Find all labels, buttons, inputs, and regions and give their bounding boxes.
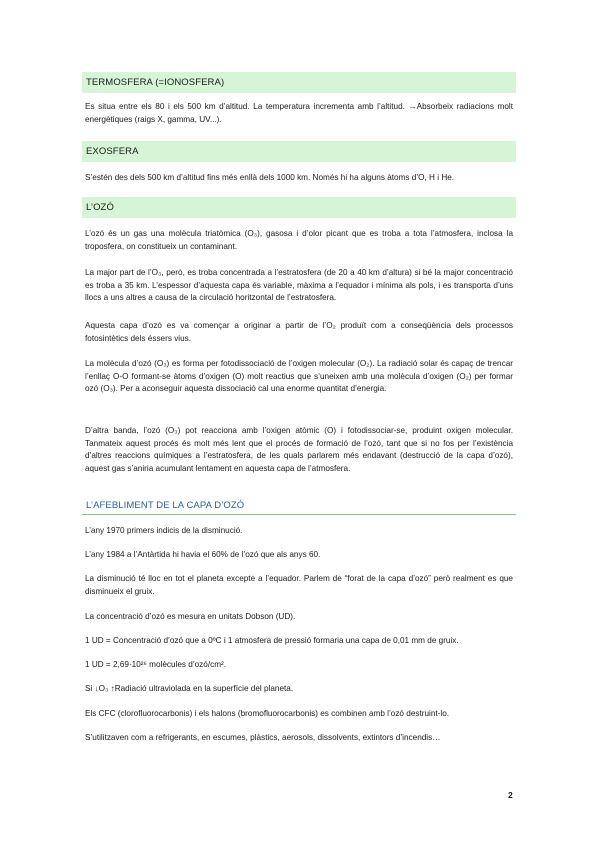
paragraph-ozo-5: D’altra banda, l’ozó (O₃) pot reacciona amb l’oxigen atòmic (O) i fotodissociar-se, produint oxigen molecular. Tanmateix aquest procés és molt més lent que el procés de formació de l’ozó, tant que si no fos per l’existència d’altres reaccions químiques a l’estratosfera, de les quals parlarem més endavant (destrucció de la capa d’ozó), aquest gas s’aniria acumulant lentament en aquesta capa de l’atmosfera. — [85, 426, 513, 473]
page-number: 2 — [508, 790, 513, 800]
section-heading-exosfera: EXOSFERA — [82, 141, 516, 162]
paragraph-ozo-1: L’ozó és un gas una molècula triatòmica (O₃), gasosa i d’olor picant que es troba a tota l’atmosfera, inclosa la troposfera, on constitueix un contaminant. — [85, 229, 513, 251]
paragraph-ozo-4: La molècula d’ozó (O₃) es forma per fotodissociació de l’oxigen molecular (O₂). La radiació solar és capaç de trencar l’enllaç O-O formant-se àtoms d’oxigen (O) molt reactius que s’uneixen amb una molècula d’oxigen (O₂) per formar ozó (O₃). Per a aconseguir aquesta dissociació cal una enorme quantitat d’energia. — [85, 359, 513, 394]
list-item: Si ↓O₃ ↑Radiació ultraviolada en la superfície del planeta. — [85, 684, 294, 693]
list-item: L’any 1984 a l’Antàrtida hi havia el 60% de l’ozó que als anys 60. — [85, 550, 321, 559]
section-heading-afebliment: L’AFEBLIMENT DE LA CAPA D’OZÓ — [82, 495, 516, 515]
paragraph-exosfera: S’estén des dels 500 km d’altitud fins més enllà dels 1000 km. Només hi ha alguns àtoms d’O, H i He. — [85, 173, 455, 182]
list-item: 1 UD = Concentració d’ozó que a 0ºC i 1 atmosfera de pressió formaria una capa de 0,01 mm de gruix. — [85, 636, 459, 645]
list-item: Els CFC (clorofluorocarbonis) i els halons (bromofluorocarbonis) es combinen amb l’ozó destruint-lo. — [85, 709, 450, 718]
list-item: 1 UD = 2,69·10²⁶ molècules d’ozó/cm². — [85, 660, 227, 669]
paragraph-ozo-3: Aquesta capa d’ozó es va començar a originar a partir de l’O₂ produït com a conseqüència dels processos fotosintètics dels éssers vius. — [85, 321, 513, 343]
paragraph-ozo-2: La major part de l’O₃, però, es troba concentrada a l’estratosfera (de 20 a 40 km d’altura) si bé la major concentració es troba a 35 km. L’espessor d’aquesta capa és variable, màxima a l’equador i mínima als pols, i es transporta d’uns llocs a uns altres a causa de la circulació horitzontal de l’estratosfera. — [85, 268, 513, 303]
section-heading-termosfera: TERMOSFERA (=IONOSFERA) — [82, 72, 516, 93]
list-item: La disminució té lloc en tot el planeta excepte a l’equador. Parlem de “forat de la capa d’ozó” però realment es que disminueix el gruix. — [85, 574, 513, 596]
section-heading-ozo: L’OZÓ — [82, 197, 516, 218]
list-item: S’utilitzaven com a refrigerants, en escumes, plàstics, aerosols, dissolvents, extintors d’incendis… — [85, 733, 441, 742]
list-item: La concentració d’ozó es mesura en unitats Dobson (UD). — [85, 612, 296, 621]
paragraph-termosfera: Es situa entre els 80 i els 500 km d’altitud. La temperatura incrementa amb l’altitud. →Absorbeix radiacions molt energètiques (raigs X, gamma, UV...). — [85, 102, 513, 124]
list-item: L’any 1970 primers indicis de la disminució. — [85, 526, 243, 535]
